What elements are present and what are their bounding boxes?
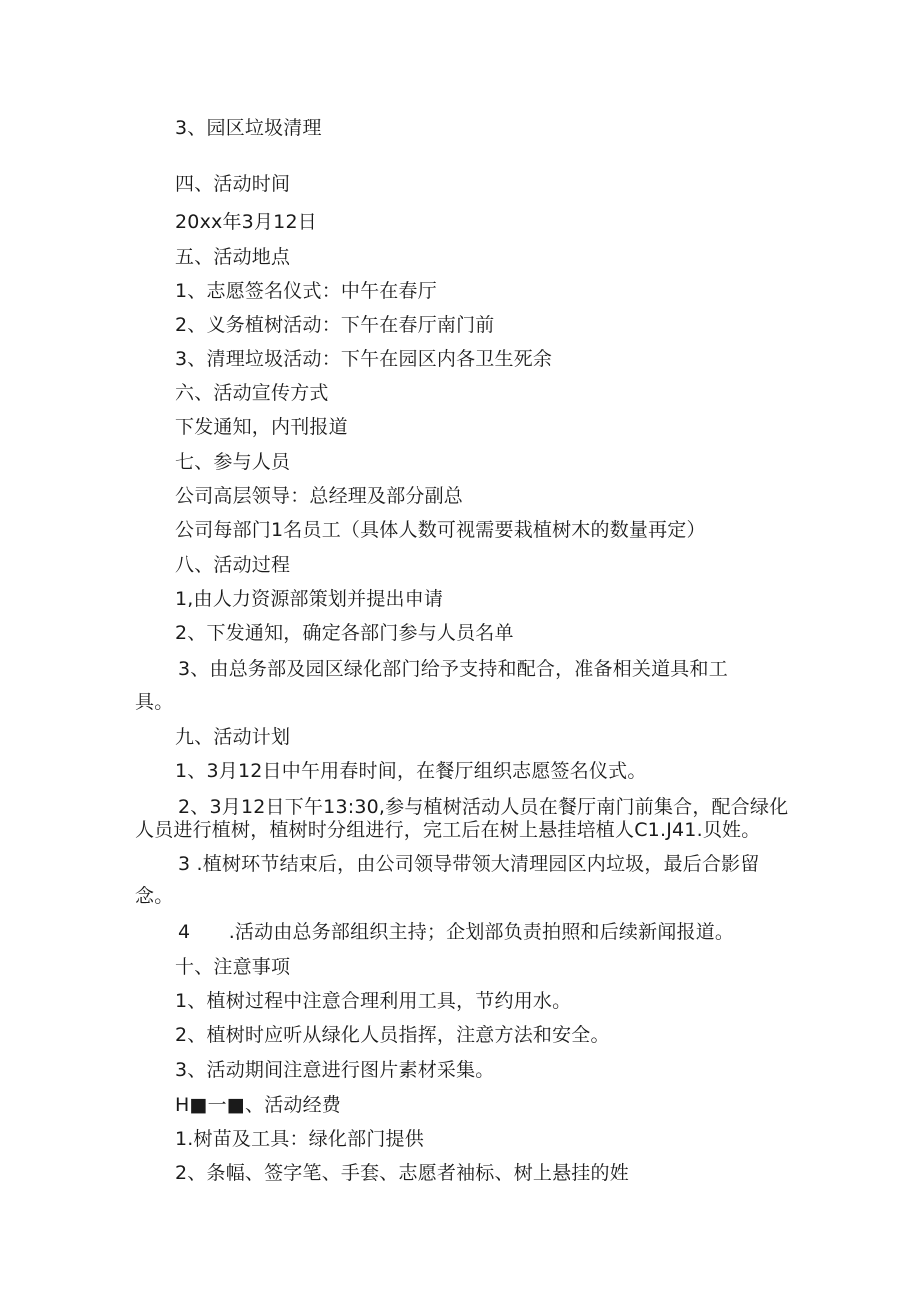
text-line: 2、下发通知，确定各部门参与人员名单 (175, 622, 514, 644)
text-line: 20xx年3月12日 (175, 211, 317, 233)
text-line: 3、活动期间注意进行图片素材采集。 (175, 1059, 495, 1081)
section-heading: 七、参与人员 (175, 451, 291, 473)
section-heading: 五、活动地点 (175, 246, 291, 268)
text-line: 2、义务植树活动：下午在春厅南门前 (175, 314, 495, 336)
text-line: 3、园区垃圾清理 (175, 117, 322, 139)
text-line: 4 .活动由总务部组织主持；企划部负责拍照和后续新闻报道。 (178, 921, 735, 943)
text-line: 念。 (135, 885, 174, 907)
text-line: 2、植树时应听从绿化人员指挥，注意方法和安全。 (175, 1024, 610, 1046)
text-line: 3、清理垃圾活动：下午在园区内各卫生死余 (175, 348, 553, 370)
text-line: 人员进行植树，植树时分组进行，完工后在树上悬挂培植人C1.J41.贝姓。 (135, 819, 761, 841)
text-line: 2、3月12日下午13:30,参与植树活动人员在餐厅南门前集合，配合绿化 (178, 796, 789, 818)
text-line: 公司每部门1名员工（具体人数可视需要栽植树木的数量再定） (175, 519, 706, 541)
section-heading: 九、活动计划 (175, 726, 291, 748)
text-line: 1、植树过程中注意合理利用工具，节约用水。 (175, 990, 572, 1012)
section-heading: 十、注意事项 (175, 956, 291, 978)
text-line: 3、由总务部及园区绿化部门给予支持和配合，准备相关道具和工 (178, 658, 728, 680)
text-line: 具。 (135, 691, 174, 713)
text-line: 2、条幅、签字笔、手套、志愿者袖标、树上悬挂的姓 (175, 1162, 629, 1184)
section-heading: 八、活动过程 (175, 554, 291, 576)
text-line: 1.树苗及工具：绿化部门提供 (175, 1128, 424, 1150)
section-heading: 六、活动宣传方式 (175, 382, 329, 404)
text-line: 下发通知，内刊报道 (175, 416, 348, 438)
text-line: 3 .植树环节结束后，由公司领导带领大清理园区内垃圾，最后合影留 (178, 853, 760, 875)
section-heading: 四、活动时间 (175, 173, 291, 195)
section-heading: H■一■、活动经费 (175, 1094, 341, 1116)
text-line: 公司高层领导：总经理及部分副总 (175, 485, 464, 507)
text-line: 1、3月12日中午用春时间，在餐厅组织志愿签名仪式。 (175, 760, 647, 782)
text-line: 1、志愿签名仪式：中午在春厅 (175, 280, 437, 302)
text-line: 1,由人力资源部策划并提出申请 (175, 588, 444, 610)
